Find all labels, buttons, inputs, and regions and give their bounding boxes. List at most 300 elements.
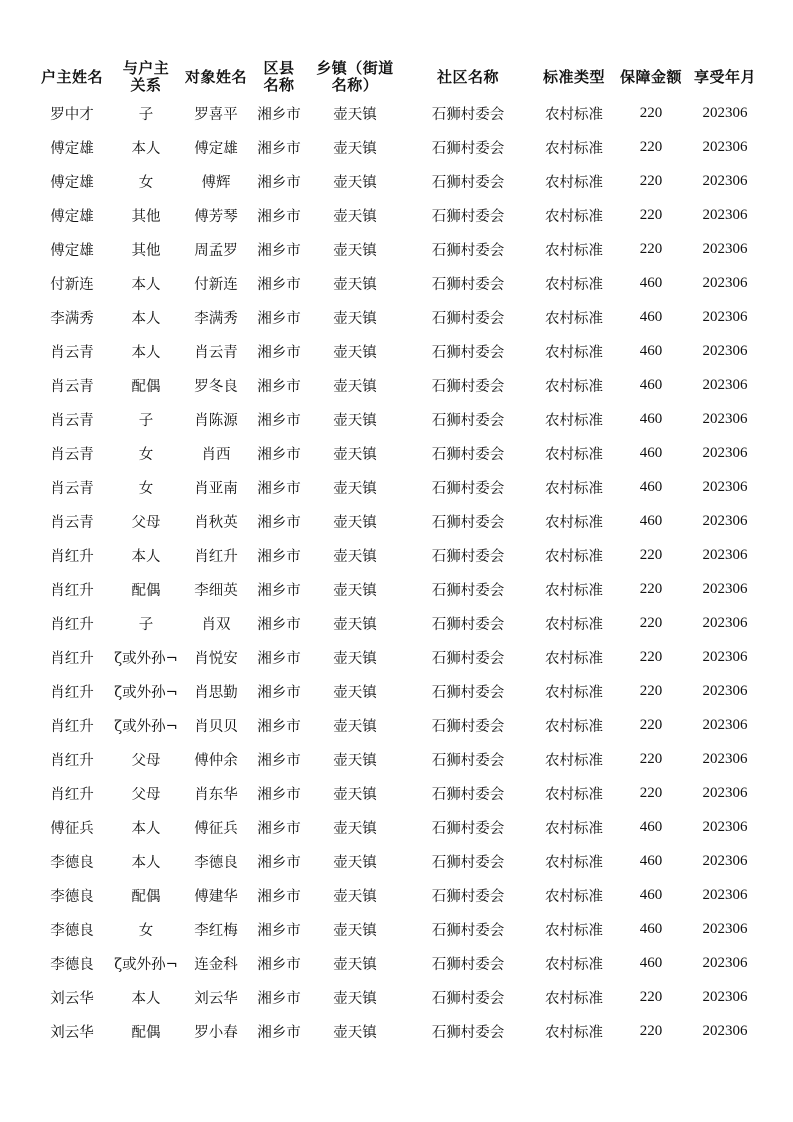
header-text-line: 标准类型 — [542, 67, 605, 86]
col-beneficiary-name-cell: 付新连 — [194, 276, 238, 293]
col-county-cell: 湘乡市 — [257, 276, 301, 293]
col-standard-type-cell: 农村标准 — [545, 548, 603, 565]
table-row — [33, 96, 763, 130]
col-beneficiary-name-cell: 傅建华 — [194, 888, 238, 905]
col-town-cell: 壶天镇 — [333, 786, 377, 803]
col-period-cell: 202306 — [702, 614, 748, 631]
col-community-cell: 石狮村委会 — [431, 956, 505, 973]
col-beneficiary-name-cell: 傅仲余 — [194, 752, 238, 769]
col-relation-cell: 配偶 — [131, 582, 161, 599]
col-town-cell: 壶天镇 — [333, 344, 377, 361]
col-period-cell: 202306 — [702, 818, 748, 835]
col-community-cell: 石狮村委会 — [431, 582, 505, 599]
col-town-cell: 壶天镇 — [333, 412, 377, 429]
col-relation-cell: 配偶 — [131, 378, 161, 395]
col-town-cell: 壶天镇 — [333, 106, 377, 123]
col-community-cell: 石狮村委会 — [431, 174, 505, 191]
col-beneficiary-name-cell: 肖红升 — [194, 548, 238, 565]
col-amount-cell: 460 — [639, 410, 663, 427]
col-town-cell: 壶天镇 — [333, 208, 377, 225]
col-standard-type-cell: 农村标准 — [545, 718, 603, 735]
col-beneficiary-name-cell: 李细英 — [194, 582, 238, 599]
col-relation-cell: 子 — [138, 106, 154, 123]
col-county-cell: 湘乡市 — [257, 378, 301, 395]
table-row — [33, 130, 763, 164]
col-county-cell: 湘乡市 — [257, 650, 301, 667]
col-amount-cell: 220 — [639, 206, 663, 223]
col-county-cell: 湘乡市 — [257, 786, 301, 803]
col-amount-cell: 460 — [639, 512, 663, 529]
col-beneficiary-name-cell: 傅辉 — [201, 174, 231, 191]
col-beneficiary-name-cell: 傅定雄 — [194, 140, 238, 157]
col-town-header — [307, 58, 403, 96]
col-beneficiary-name-cell: 肖悦安 — [194, 650, 238, 667]
col-county-cell: 湘乡市 — [257, 242, 301, 259]
col-standard-type-cell: 农村标准 — [545, 922, 603, 939]
header-text-line: 户主姓名 — [40, 67, 103, 86]
col-period-cell: 202306 — [702, 410, 748, 427]
col-relation-cell: 本人 — [131, 276, 161, 293]
col-amount-header — [615, 58, 687, 96]
table-row — [33, 878, 763, 912]
col-period-cell: 202306 — [702, 988, 748, 1005]
col-town-cell: 壶天镇 — [333, 718, 377, 735]
col-standard-type-cell: 农村标准 — [545, 616, 603, 633]
col-county-cell: 湘乡市 — [257, 174, 301, 191]
col-relation-header — [111, 58, 181, 96]
table-row — [33, 606, 763, 640]
col-household-head-name-cell: 肖红升 — [50, 684, 94, 701]
col-relation-cell: 女 — [138, 446, 154, 463]
col-beneficiary-name-cell: 罗冬良 — [194, 378, 238, 395]
header-text-line: 关系 — [130, 76, 162, 94]
col-beneficiary-name-cell: 连金科 — [194, 956, 238, 973]
col-community-cell: 石狮村委会 — [431, 378, 505, 395]
col-beneficiary-name-cell: 李满秀 — [194, 310, 238, 327]
col-county-cell: 湘乡市 — [257, 888, 301, 905]
col-amount-cell: 460 — [639, 954, 663, 971]
col-beneficiary-name-cell: 肖思勤 — [194, 684, 238, 701]
header-text-line: 与户主 — [122, 59, 170, 77]
col-beneficiary-name-cell: 肖亚南 — [194, 480, 238, 497]
col-community-cell: 石狮村委会 — [431, 208, 505, 225]
col-community-cell: 石狮村委会 — [431, 514, 505, 531]
col-period-header — [687, 58, 763, 96]
col-household-head-name-cell: 刘云华 — [50, 990, 94, 1007]
col-relation-cell: 父母 — [131, 514, 161, 531]
col-standard-type-header — [533, 58, 615, 96]
col-community-cell: 石狮村委会 — [431, 616, 505, 633]
col-amount-cell: 220 — [639, 104, 663, 121]
table-row — [33, 980, 763, 1014]
col-beneficiary-name-cell: 肖双 — [201, 616, 231, 633]
col-standard-type-cell: 农村标准 — [545, 106, 603, 123]
col-beneficiary-name-cell: 肖云青 — [194, 344, 238, 361]
col-community-cell: 石狮村委会 — [431, 276, 505, 293]
col-community-cell: 石狮村委会 — [431, 820, 505, 837]
col-standard-type-cell: 农村标准 — [545, 786, 603, 803]
col-town-cell: 壶天镇 — [333, 684, 377, 701]
col-town-cell: 壶天镇 — [333, 310, 377, 327]
col-town-cell: 壶天镇 — [333, 446, 377, 463]
table-row — [33, 810, 763, 844]
col-town-cell: 壶天镇 — [333, 480, 377, 497]
col-community-cell: 石狮村委会 — [431, 140, 505, 157]
col-amount-cell: 460 — [639, 920, 663, 937]
col-standard-type-cell: 农村标准 — [545, 854, 603, 871]
col-period-cell: 202306 — [702, 240, 748, 257]
header-text-line: 区县 — [263, 59, 295, 77]
col-standard-type-cell: 农村标准 — [545, 1024, 603, 1041]
col-community-cell: 石狮村委会 — [431, 786, 505, 803]
col-county-cell: 湘乡市 — [257, 548, 301, 565]
col-standard-type-cell: 农村标准 — [545, 140, 603, 157]
col-period-cell: 202306 — [702, 648, 748, 665]
col-relation-cell: 本人 — [131, 140, 161, 157]
col-standard-type-cell: 农村标准 — [545, 344, 603, 361]
col-household-head-name-cell: 肖云青 — [50, 344, 94, 361]
col-household-head-name-cell: 李德良 — [50, 956, 94, 973]
table-header — [33, 58, 763, 96]
col-standard-type-cell: 农村标准 — [545, 684, 603, 701]
col-household-head-name-cell: 肖云青 — [50, 514, 94, 531]
col-standard-type-cell: 农村标准 — [545, 582, 603, 599]
col-household-head-name-cell: 肖云青 — [50, 412, 94, 429]
col-county-cell: 湘乡市 — [257, 310, 301, 327]
col-town-cell: 壶天镇 — [333, 1024, 377, 1041]
col-community-header — [403, 58, 533, 96]
header-text-line: 社区名称 — [436, 67, 499, 86]
col-county-cell: 湘乡市 — [257, 140, 301, 157]
col-household-head-name-cell: 肖红升 — [50, 582, 94, 599]
table-row — [33, 470, 763, 504]
col-relation-cell: 父母 — [131, 752, 161, 769]
table-row — [33, 504, 763, 538]
col-household-head-name-cell: 肖红升 — [50, 650, 94, 667]
col-period-cell: 202306 — [702, 342, 748, 359]
col-amount-cell: 460 — [639, 342, 663, 359]
col-amount-cell: 460 — [639, 852, 663, 869]
col-period-cell: 202306 — [702, 784, 748, 801]
table-row — [33, 198, 763, 232]
col-county-cell: 湘乡市 — [257, 990, 301, 1007]
col-standard-type-cell: 农村标准 — [545, 378, 603, 395]
col-standard-type-cell: 农村标准 — [545, 990, 603, 1007]
col-town-cell: 壶天镇 — [333, 990, 377, 1007]
col-relation-cell: 子 — [138, 616, 154, 633]
col-period-cell: 202306 — [702, 920, 748, 937]
col-town-cell: 壶天镇 — [333, 174, 377, 191]
col-community-cell: 石狮村委会 — [431, 106, 505, 123]
col-county-cell: 湘乡市 — [257, 344, 301, 361]
header-text-line: 名称 — [263, 76, 295, 94]
table-row — [33, 912, 763, 946]
col-period-cell: 202306 — [702, 954, 748, 971]
col-period-cell: 202306 — [702, 138, 748, 155]
col-period-cell: 202306 — [702, 546, 748, 563]
col-town-cell: 壶天镇 — [333, 514, 377, 531]
col-period-cell: 202306 — [702, 852, 748, 869]
col-town-cell: 壶天镇 — [333, 276, 377, 293]
header-text-line: 对象姓名 — [184, 67, 247, 86]
col-beneficiary-name-cell: 肖秋英 — [194, 514, 238, 531]
col-period-cell: 202306 — [702, 716, 748, 733]
col-standard-type-cell: 农村标准 — [545, 310, 603, 327]
col-amount-cell: 220 — [639, 988, 663, 1005]
col-period-cell: 202306 — [702, 682, 748, 699]
col-amount-cell: 460 — [639, 308, 663, 325]
table-row — [33, 708, 763, 742]
col-community-cell: 石狮村委会 — [431, 684, 505, 701]
col-amount-cell: 460 — [639, 818, 663, 835]
col-town-cell: 壶天镇 — [333, 140, 377, 157]
col-period-cell: 202306 — [702, 1022, 748, 1039]
col-standard-type-cell: 农村标准 — [545, 650, 603, 667]
col-household-head-name-cell: 肖红升 — [50, 548, 94, 565]
col-household-head-name-cell: 付新连 — [50, 276, 94, 293]
col-town-cell: 壶天镇 — [333, 616, 377, 633]
col-amount-cell: 460 — [639, 886, 663, 903]
col-amount-cell: 460 — [639, 274, 663, 291]
col-standard-type-cell: 农村标准 — [545, 174, 603, 191]
col-amount-cell: 460 — [639, 478, 663, 495]
col-relation-cell: ζ或外孙¬ — [114, 684, 178, 701]
col-household-head-name-cell: 李满秀 — [50, 310, 94, 327]
table-row — [33, 572, 763, 606]
col-amount-cell: 220 — [639, 1022, 663, 1039]
col-household-head-name-cell: 傅定雄 — [50, 208, 94, 225]
table-row — [33, 538, 763, 572]
beneficiary-table — [33, 58, 763, 1048]
col-town-cell: 壶天镇 — [333, 378, 377, 395]
col-household-head-name-cell: 刘云华 — [50, 1024, 94, 1041]
col-community-cell: 石狮村委会 — [431, 446, 505, 463]
table-row — [33, 742, 763, 776]
table-row — [33, 674, 763, 708]
col-community-cell: 石狮村委会 — [431, 412, 505, 429]
col-county-cell: 湘乡市 — [257, 956, 301, 973]
col-beneficiary-name-header — [181, 58, 251, 96]
col-community-cell: 石狮村委会 — [431, 480, 505, 497]
col-amount-cell: 220 — [639, 614, 663, 631]
col-relation-cell: 本人 — [131, 820, 161, 837]
col-relation-cell: 其他 — [131, 208, 161, 225]
col-community-cell: 石狮村委会 — [431, 888, 505, 905]
col-county-cell: 湘乡市 — [257, 514, 301, 531]
col-amount-cell: 220 — [639, 648, 663, 665]
table-row — [33, 1014, 763, 1048]
col-period-cell: 202306 — [702, 308, 748, 325]
col-beneficiary-name-cell: 李红梅 — [194, 922, 238, 939]
col-amount-cell: 460 — [639, 376, 663, 393]
col-standard-type-cell: 农村标准 — [545, 412, 603, 429]
table-row — [33, 300, 763, 334]
col-period-cell: 202306 — [702, 274, 748, 291]
col-period-cell: 202306 — [702, 886, 748, 903]
col-beneficiary-name-cell: 傅征兵 — [194, 820, 238, 837]
table-row — [33, 436, 763, 470]
table-row — [33, 334, 763, 368]
col-community-cell: 石狮村委会 — [431, 752, 505, 769]
col-household-head-name-cell: 李德良 — [50, 922, 94, 939]
header-text-line: 享受年月 — [693, 67, 756, 86]
col-household-head-name-cell: 肖云青 — [50, 378, 94, 395]
col-county-cell: 湘乡市 — [257, 820, 301, 837]
table-body — [33, 96, 763, 1048]
col-standard-type-cell: 农村标准 — [545, 752, 603, 769]
header-row — [33, 58, 763, 96]
col-town-cell: 壶天镇 — [333, 548, 377, 565]
col-town-cell: 壶天镇 — [333, 854, 377, 871]
col-county-cell: 湘乡市 — [257, 922, 301, 939]
col-amount-cell: 220 — [639, 750, 663, 767]
col-town-cell: 壶天镇 — [333, 752, 377, 769]
col-period-cell: 202306 — [702, 444, 748, 461]
col-household-head-name-cell: 肖红升 — [50, 718, 94, 735]
col-relation-cell: 父母 — [131, 786, 161, 803]
col-period-cell: 202306 — [702, 750, 748, 767]
col-relation-cell: ζ或外孙¬ — [114, 956, 178, 973]
col-standard-type-cell: 农村标准 — [545, 276, 603, 293]
col-community-cell: 石狮村委会 — [431, 650, 505, 667]
header-text-line: 名称） — [331, 76, 379, 94]
col-amount-cell: 220 — [639, 240, 663, 257]
table-row — [33, 844, 763, 878]
col-household-head-name-cell: 李德良 — [50, 888, 94, 905]
col-town-cell: 壶天镇 — [333, 820, 377, 837]
table-row — [33, 232, 763, 266]
col-amount-cell: 220 — [639, 716, 663, 733]
col-community-cell: 石狮村委会 — [431, 344, 505, 361]
table-row — [33, 266, 763, 300]
col-county-cell: 湘乡市 — [257, 208, 301, 225]
col-county-cell: 湘乡市 — [257, 446, 301, 463]
col-town-cell: 壶天镇 — [333, 922, 377, 939]
col-community-cell: 石狮村委会 — [431, 242, 505, 259]
col-period-cell: 202306 — [702, 172, 748, 189]
col-beneficiary-name-cell: 周孟罗 — [194, 242, 238, 259]
col-standard-type-cell: 农村标准 — [545, 208, 603, 225]
col-relation-cell: 本人 — [131, 548, 161, 565]
col-amount-cell: 460 — [639, 444, 663, 461]
col-town-cell: 壶天镇 — [333, 650, 377, 667]
col-relation-cell: 女 — [138, 480, 154, 497]
col-period-cell: 202306 — [702, 104, 748, 121]
col-amount-cell: 220 — [639, 580, 663, 597]
col-county-cell: 湘乡市 — [257, 106, 301, 123]
col-county-cell: 湘乡市 — [257, 1024, 301, 1041]
col-town-cell: 壶天镇 — [333, 956, 377, 973]
col-household-head-name-cell: 李德良 — [50, 854, 94, 871]
col-beneficiary-name-cell: 李德良 — [194, 854, 238, 871]
col-relation-cell: 本人 — [131, 990, 161, 1007]
col-household-head-name-header — [33, 58, 111, 96]
col-county-header — [251, 58, 307, 96]
col-community-cell: 石狮村委会 — [431, 854, 505, 871]
col-county-cell: 湘乡市 — [257, 412, 301, 429]
col-relation-cell: ζ或外孙¬ — [114, 650, 178, 667]
header-text-line: 保障金额 — [619, 67, 682, 86]
col-period-cell: 202306 — [702, 376, 748, 393]
col-relation-cell: 本人 — [131, 344, 161, 361]
col-standard-type-cell: 农村标准 — [545, 514, 603, 531]
col-beneficiary-name-cell: 傅芳琴 — [194, 208, 238, 225]
table-row — [33, 402, 763, 436]
col-community-cell: 石狮村委会 — [431, 1024, 505, 1041]
col-beneficiary-name-cell: 肖贝贝 — [194, 718, 238, 735]
col-beneficiary-name-cell: 肖西 — [201, 446, 231, 463]
table-row — [33, 164, 763, 198]
col-amount-cell: 220 — [639, 682, 663, 699]
col-standard-type-cell: 农村标准 — [545, 242, 603, 259]
table-row — [33, 640, 763, 674]
col-period-cell: 202306 — [702, 478, 748, 495]
col-period-cell: 202306 — [702, 206, 748, 223]
col-beneficiary-name-cell: 刘云华 — [194, 990, 238, 1007]
col-standard-type-cell: 农村标准 — [545, 956, 603, 973]
col-county-cell: 湘乡市 — [257, 616, 301, 633]
col-standard-type-cell: 农村标准 — [545, 446, 603, 463]
col-standard-type-cell: 农村标准 — [545, 888, 603, 905]
col-household-head-name-cell: 罗中才 — [50, 106, 94, 123]
col-relation-cell: 本人 — [131, 854, 161, 871]
col-amount-cell: 220 — [639, 546, 663, 563]
col-relation-cell: 其他 — [131, 242, 161, 259]
col-county-cell: 湘乡市 — [257, 480, 301, 497]
col-household-head-name-cell: 肖红升 — [50, 752, 94, 769]
col-beneficiary-name-cell: 罗喜平 — [194, 106, 238, 123]
col-relation-cell: 女 — [138, 174, 154, 191]
col-household-head-name-cell: 肖红升 — [50, 616, 94, 633]
col-beneficiary-name-cell: 肖东华 — [194, 786, 238, 803]
col-county-cell: 湘乡市 — [257, 752, 301, 769]
col-town-cell: 壶天镇 — [333, 888, 377, 905]
col-relation-cell: 女 — [138, 922, 154, 939]
col-relation-cell: ζ或外孙¬ — [114, 718, 178, 735]
col-amount-cell: 220 — [639, 138, 663, 155]
col-amount-cell: 220 — [639, 784, 663, 801]
col-household-head-name-cell: 肖红升 — [50, 786, 94, 803]
col-town-cell: 壶天镇 — [333, 582, 377, 599]
col-county-cell: 湘乡市 — [257, 718, 301, 735]
col-community-cell: 石狮村委会 — [431, 718, 505, 735]
col-standard-type-cell: 农村标准 — [545, 820, 603, 837]
col-county-cell: 湘乡市 — [257, 582, 301, 599]
table-row — [33, 368, 763, 402]
col-period-cell: 202306 — [702, 512, 748, 529]
col-relation-cell: 配偶 — [131, 888, 161, 905]
col-community-cell: 石狮村委会 — [431, 310, 505, 327]
table-row — [33, 946, 763, 980]
header-text-line: 乡镇（街道 — [316, 59, 394, 77]
col-standard-type-cell: 农村标准 — [545, 480, 603, 497]
col-household-head-name-cell: 傅定雄 — [50, 140, 94, 157]
col-county-cell: 湘乡市 — [257, 684, 301, 701]
col-household-head-name-cell: 肖云青 — [50, 446, 94, 463]
col-household-head-name-cell: 傅定雄 — [50, 174, 94, 191]
col-beneficiary-name-cell: 肖陈源 — [194, 412, 238, 429]
col-household-head-name-cell: 傅定雄 — [50, 242, 94, 259]
col-household-head-name-cell: 傅征兵 — [50, 820, 94, 837]
table-row — [33, 776, 763, 810]
col-relation-cell: 本人 — [131, 310, 161, 327]
col-community-cell: 石狮村委会 — [431, 548, 505, 565]
col-beneficiary-name-cell: 罗小春 — [194, 1024, 238, 1041]
col-amount-cell: 220 — [639, 172, 663, 189]
col-county-cell: 湘乡市 — [257, 854, 301, 871]
col-period-cell: 202306 — [702, 580, 748, 597]
col-relation-cell: 配偶 — [131, 1024, 161, 1041]
